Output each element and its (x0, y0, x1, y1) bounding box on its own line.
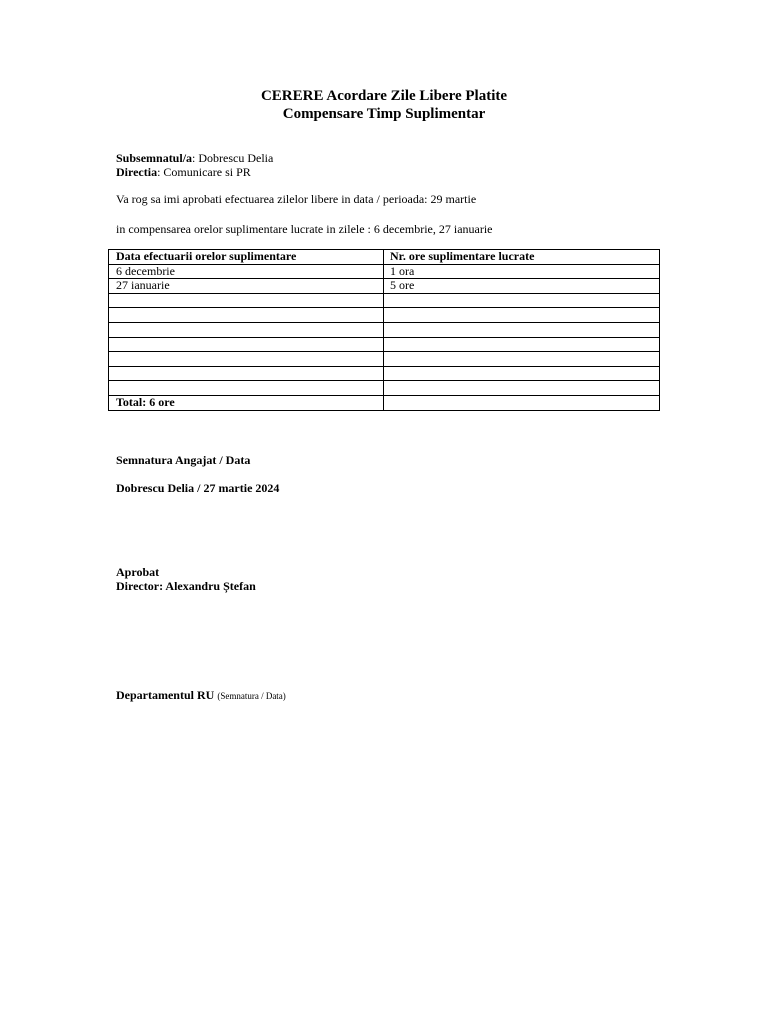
table-row (109, 366, 660, 381)
table-cell-hours (384, 293, 660, 308)
table-cell-hours (384, 366, 660, 381)
table-cell-date (109, 308, 384, 323)
table-total-value (384, 395, 660, 410)
table-cell-date: 6 decembrie (109, 264, 384, 279)
table-header-date: Data efectuarii orelor suplimentare (109, 250, 384, 265)
table-cell-hours: 5 ore (384, 279, 660, 294)
applicant-name-value: : Dobrescu Delia (192, 151, 274, 165)
request-days-line: Va rog sa imi aprobati efectuarea zilelor libere in data / perioada: 29 martie (116, 192, 477, 206)
table-cell-date: 27 ianuarie (109, 279, 384, 294)
table-row (109, 279, 660, 294)
table-cell-date (109, 322, 384, 337)
table-row (109, 337, 660, 352)
employee-signature-heading: Semnatura Angajat / Data (116, 453, 251, 467)
hr-department-label: Departamentul RU (116, 688, 215, 702)
table-cell-hours (384, 352, 660, 367)
table-row (109, 381, 660, 396)
applicant-department-label: Directia (116, 165, 158, 179)
table-cell-date (109, 366, 384, 381)
table-cell-hours (384, 308, 660, 323)
director-line: Director: Alexandru Ștefan (116, 579, 256, 593)
table-row (109, 293, 660, 308)
applicant-name-label: Subsemnatul/a (116, 151, 193, 165)
table-cell-hours: 1 ora (384, 264, 660, 279)
table-cell-date (109, 381, 384, 396)
table-row (109, 308, 660, 323)
table-row (109, 264, 660, 279)
approved-label: Aprobat (116, 565, 160, 579)
applicant-department-line (116, 165, 251, 179)
hr-signature-note: (Semnatura / Data) (217, 691, 286, 701)
overtime-table (108, 249, 660, 411)
table-header-hours: Nr. ore suplimentare lucrate (384, 250, 660, 265)
table-total-label: Total: 6 ore (109, 395, 384, 410)
table-cell-date (109, 352, 384, 367)
request-compensation-line: in compensarea orelor suplimentare lucrate in zilele : 6 decembrie, 27 ianuarie (116, 222, 493, 236)
table-header-row (109, 250, 660, 265)
document-subtitle: Compensare Timp Suplimentar (282, 106, 486, 122)
table-cell-hours (384, 322, 660, 337)
table-total-row (109, 395, 660, 410)
hr-department-line (116, 688, 286, 703)
document-title: CERERE Acordare Zile Libere Platite (260, 88, 508, 104)
table-cell-date (109, 337, 384, 352)
table-row (109, 322, 660, 337)
applicant-department-value: : Comunicare si PR (157, 165, 251, 179)
table-cell-hours (384, 381, 660, 396)
applicant-name-line (116, 151, 273, 165)
table-cell-date (109, 293, 384, 308)
table-row (109, 352, 660, 367)
table-cell-hours (384, 337, 660, 352)
employee-signature-value: Dobrescu Delia / 27 martie 2024 (116, 481, 280, 495)
